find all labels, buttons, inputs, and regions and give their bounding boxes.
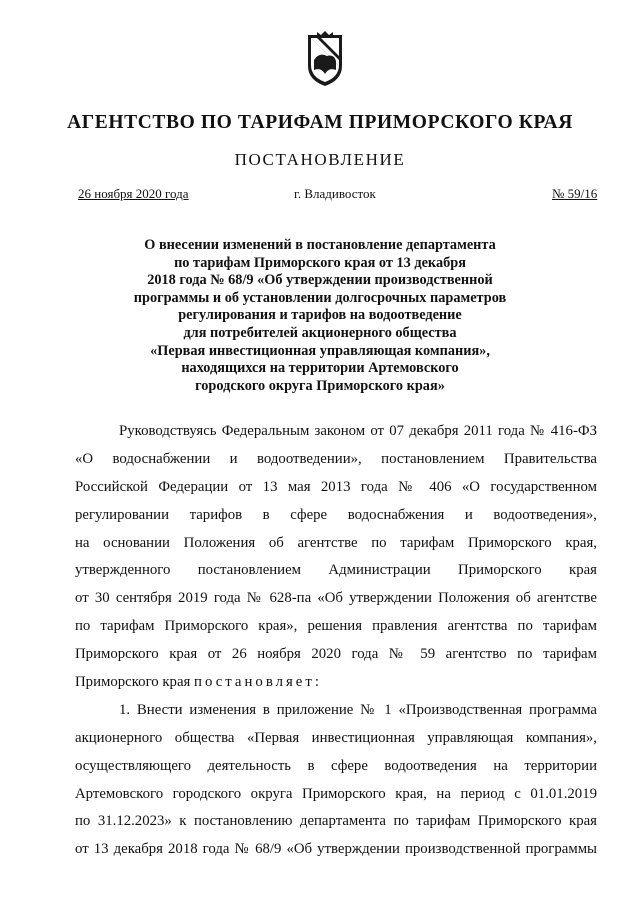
body-line: регулировании тарифов в сфере водоснабжения и водоотведения», (75, 506, 597, 523)
document-city: г. Владивосток (294, 186, 376, 201)
agency-name: АГЕНТСТВО ПО ТАРИФАМ ПРИМОРСКОГО КРАЯ (67, 112, 573, 133)
body-line: по 31.12.2023» к постановлению департамента по тарифам Приморского края (75, 813, 597, 830)
body-line: Приморского края от 26 ноября 2020 года № 59 агентство по тарифам (75, 646, 597, 663)
title-line: 2018 года № 68/9 «Об утверждении производственной (147, 272, 493, 289)
body-line: Руководствуясь Федеральным законом от 07 декабря 2011 года № 416-ФЗ (119, 423, 597, 439)
title-line: для потребителей акционерного общества (183, 324, 457, 341)
body-line: от 13 декабря 2018 года № 68/9 «Об утверждении производственной программы (75, 841, 597, 858)
document-date: 26 ноября 2020 года (78, 186, 189, 201)
body-line: 1. Внести изменения в приложение № 1 «Производственная программа (119, 701, 597, 718)
body-line: Российской Федерации от 13 мая 2013 года № 406 «О государственном (75, 478, 597, 495)
body-line-prefix: Приморского края (75, 674, 195, 691)
title-line: по тарифам Приморского края от 13 декабря (174, 254, 466, 271)
title-line: «Первая инвестиционная управляющая компания», (150, 342, 490, 359)
resolution-word: постановляет: (194, 674, 322, 691)
body-line: «О водоснабжении и водоотведении», постановлением Правительства (75, 450, 597, 467)
body-line: по тарифам Приморского края», решения правления агентства по тарифам (75, 618, 597, 635)
title-line: О внесении изменений в постановление департамента (144, 237, 496, 253)
document-type: ПОСТАНОВЛЕНИЕ (234, 150, 406, 169)
document-body (75, 418, 597, 864)
title-line: находящихся на территории Артемовского (181, 360, 459, 377)
document-number: № 59/16 (552, 186, 598, 201)
body-line: от 30 сентября 2019 года № 628-па «Об утверждении Положения об агентстве (75, 590, 597, 607)
title-line: регулирования и тарифов на водоотведение (178, 307, 462, 324)
body-line: осуществляющего деятельность в сфере водоотведения на территории (75, 757, 597, 774)
title-line: программы и об установлении долгосрочных параметров (133, 289, 507, 306)
coat-of-arms-icon (303, 30, 347, 88)
body-line: Артемовского городского округа Приморского края, на период с 01.01.2019 (75, 785, 597, 802)
document-title (100, 237, 540, 395)
body-line: на основании Положения об агентстве по тарифам Приморского края, (75, 534, 597, 551)
body-line: утвержденного постановлением Администрации Приморского края (75, 562, 597, 579)
body-line: акционерного общества «Первая инвестиционная управляющая компания», (75, 729, 597, 746)
body-line (75, 669, 597, 697)
title-line: городского округа Приморского края» (195, 377, 445, 394)
